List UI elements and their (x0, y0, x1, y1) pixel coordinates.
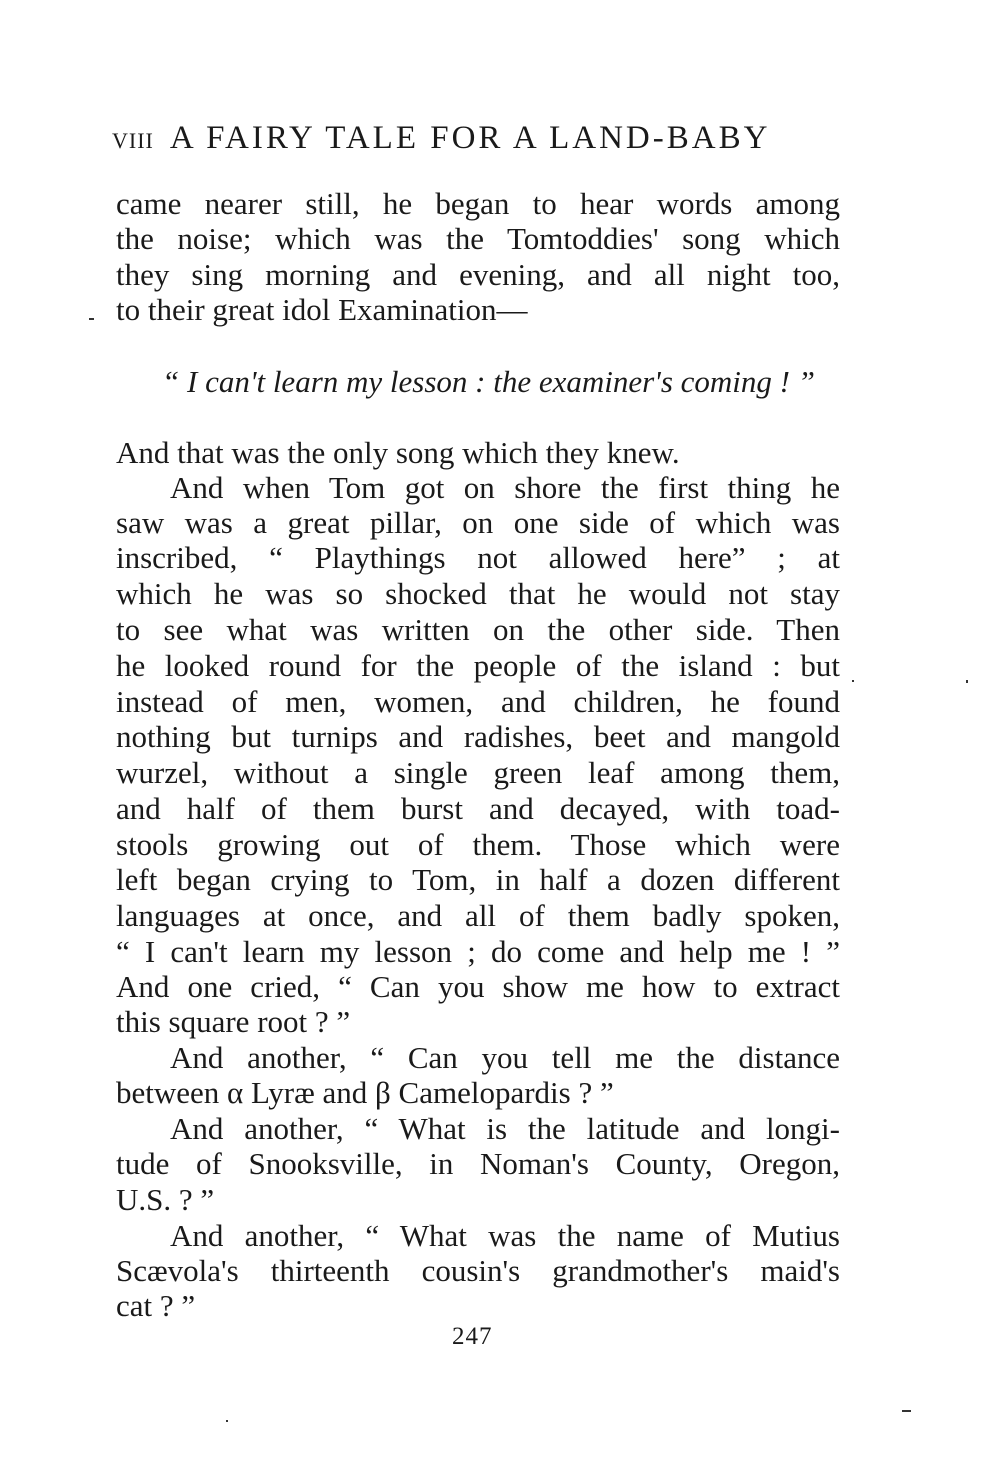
text-line: U.S. ? ” (116, 1182, 215, 1217)
song-quote: “ I can't learn my lesson : the examiner's coming ! ” (162, 364, 815, 399)
paragraph-start: And another, “ What was the name of Mutius (170, 1218, 840, 1253)
text-line: stools growing out of them. Those which were (116, 827, 840, 862)
text-line: came nearer still, he began to hear words among (116, 186, 840, 221)
text-line: inscribed, “ Playthings not allowed here” ; at (116, 540, 840, 575)
text-line: between α Lyræ and β Camelopardis ? ” (116, 1075, 614, 1110)
text-line: they sing morning and evening, and all night too, (116, 257, 840, 292)
text-line: to see what was written on the other side. Then (116, 612, 840, 647)
text-line: he looked round for the people of the island : but (116, 648, 840, 683)
text-line: wurzel, without a single green leaf among them, (116, 755, 840, 790)
running-header (112, 118, 842, 161)
scan-speck (89, 318, 94, 320)
text-line: instead of men, women, and children, he found (116, 684, 840, 719)
paragraph-start: And another, “ What is the latitude and longi- (170, 1111, 840, 1146)
page-number: 247 (452, 1323, 493, 1350)
text-line: this square root ? ” (116, 1004, 351, 1039)
scan-speck (226, 1420, 228, 1422)
text-line: cat ? ” (116, 1288, 196, 1323)
text-line: And that was the only song which they knew. (116, 435, 680, 470)
text-line: the noise; which was the Tomtoddies' song which (116, 221, 840, 256)
text-line: And one cried, “ Can you show me how to extract (116, 969, 840, 1004)
text-line: languages at once, and all of them badly spoken, (116, 898, 840, 933)
paragraph-start: And another, “ Can you tell me the distance (170, 1040, 840, 1075)
text-line: saw was a great pillar, on one side of which was (116, 505, 840, 540)
text-line: Scævola's thirteenth cousin's grandmother's maid's (116, 1253, 840, 1288)
text-line: tude of Snooksville, in Noman's County, Oregon, (116, 1146, 840, 1181)
running-title: A FAIRY TALE FOR A LAND-BABY (169, 120, 771, 156)
text-line: and half of them burst and decayed, with toad- (116, 791, 840, 826)
text-line: left began crying to Tom, in half a dozen different (116, 862, 840, 897)
text-line: nothing but turnips and radishes, beet and mangold (116, 719, 840, 754)
scan-speck (966, 680, 968, 683)
text-line: “ I can't learn my lesson ; do come and help me ! ” (116, 934, 840, 969)
text-line: to their great idol Examination— (116, 292, 528, 327)
paragraph-start: And when Tom got on shore the first thing he (170, 470, 840, 505)
text-line: which he was so shocked that he would not stay (116, 576, 840, 611)
header-folio: VIII (112, 128, 154, 153)
scan-speck (852, 680, 854, 682)
scan-speck (902, 1410, 911, 1412)
